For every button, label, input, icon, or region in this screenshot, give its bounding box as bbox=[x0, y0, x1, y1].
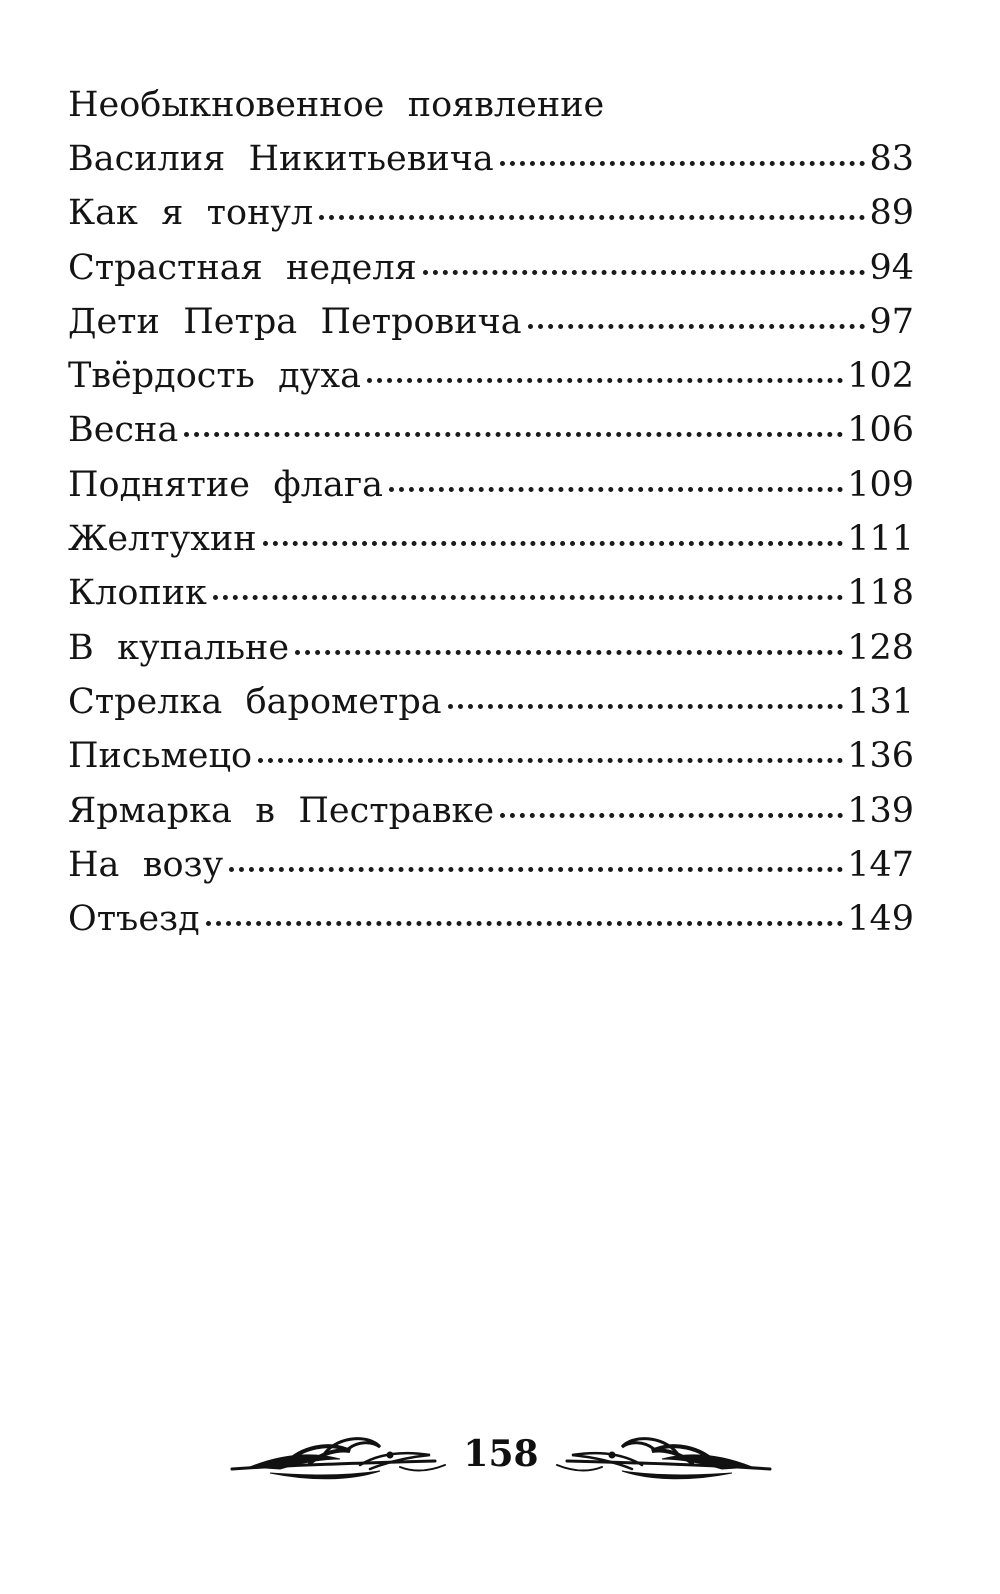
toc-entry-page: 89 bbox=[869, 193, 914, 234]
page-number: 158 bbox=[463, 1433, 539, 1475]
toc-entry[interactable] bbox=[68, 512, 914, 566]
toc-entry-line bbox=[68, 784, 914, 838]
dot-leader bbox=[528, 324, 866, 329]
toc-entry-page: 147 bbox=[847, 844, 914, 885]
toc-entry-line bbox=[68, 78, 914, 132]
toc-entry-title: Поднятие флага bbox=[68, 464, 384, 505]
toc-entry-page: 128 bbox=[847, 627, 914, 668]
toc-entry-line bbox=[68, 512, 914, 566]
toc-entry[interactable] bbox=[68, 78, 914, 186]
toc-entry-page: 131 bbox=[847, 681, 914, 722]
dot-leader bbox=[184, 432, 843, 437]
toc-entry-page: 94 bbox=[869, 247, 914, 288]
dot-leader bbox=[206, 921, 844, 926]
toc-entry[interactable] bbox=[68, 458, 914, 512]
toc-entry-title: Желтухин bbox=[68, 519, 257, 560]
toc-entry-page: 136 bbox=[847, 736, 914, 777]
toc-entry-line bbox=[68, 892, 914, 946]
toc-entry[interactable] bbox=[68, 621, 914, 675]
dot-leader bbox=[367, 378, 843, 383]
dot-leader bbox=[500, 813, 843, 818]
toc-entry-title: Твёрдость духа bbox=[68, 356, 361, 397]
toc-entry-title: Дети Петра Петровича bbox=[68, 301, 522, 342]
toc-entry-page: 118 bbox=[847, 573, 914, 614]
toc-entry-line bbox=[68, 838, 914, 892]
dot-leader bbox=[423, 270, 866, 275]
table-of-contents bbox=[68, 78, 914, 946]
toc-entry-page: 106 bbox=[847, 410, 914, 451]
toc-entry-line bbox=[68, 729, 914, 783]
dot-leader bbox=[263, 541, 844, 546]
toc-entry-page: 109 bbox=[847, 464, 914, 505]
toc-entry-title: На возу bbox=[68, 844, 224, 885]
toc-entry-title: Стрелка барометра bbox=[68, 681, 442, 722]
toc-entry-line bbox=[68, 132, 914, 186]
toc-entry[interactable] bbox=[68, 675, 914, 729]
toc-entry-line bbox=[68, 458, 914, 512]
toc-entry-line bbox=[68, 186, 914, 240]
toc-entry-page: 139 bbox=[847, 790, 914, 831]
toc-entry-title: Необыкновенное появление bbox=[68, 85, 605, 125]
dot-leader bbox=[500, 161, 866, 166]
toc-entry-line bbox=[68, 566, 914, 620]
toc-entry-title: Письмецо bbox=[68, 736, 253, 777]
toc-entry-title: Клопик bbox=[68, 573, 207, 614]
toc-entry-title: Страстная неделя bbox=[68, 247, 417, 288]
toc-entry[interactable] bbox=[68, 566, 914, 620]
toc-entry[interactable] bbox=[68, 784, 914, 838]
toc-entry[interactable] bbox=[68, 892, 914, 946]
dot-leader bbox=[213, 595, 843, 600]
toc-entry-page: 102 bbox=[847, 356, 914, 397]
dot-leader bbox=[389, 487, 843, 492]
toc-entry[interactable] bbox=[68, 186, 914, 240]
dot-leader bbox=[448, 704, 844, 709]
toc-entry-line bbox=[68, 675, 914, 729]
toc-entry-title: Как я тонул bbox=[68, 193, 314, 234]
toc-entry-line bbox=[68, 295, 914, 349]
toc-entry[interactable] bbox=[68, 241, 914, 295]
toc-entry-line bbox=[68, 403, 914, 457]
toc-entry-line bbox=[68, 349, 914, 403]
toc-entry[interactable] bbox=[68, 295, 914, 349]
toc-entry-line bbox=[68, 241, 914, 295]
dot-leader bbox=[229, 867, 843, 872]
toc-entry[interactable] bbox=[68, 349, 914, 403]
dot-leader bbox=[319, 215, 865, 220]
page-footer bbox=[230, 1425, 772, 1495]
toc-entry[interactable] bbox=[68, 729, 914, 783]
toc-entry-title: Ярмарка в Пестравке bbox=[68, 790, 495, 831]
toc-entry[interactable] bbox=[68, 838, 914, 892]
toc-entry-page: 111 bbox=[847, 519, 914, 560]
toc-entry-title: Весна bbox=[68, 410, 179, 451]
toc-entry-line bbox=[68, 621, 914, 675]
toc-entry[interactable] bbox=[68, 403, 914, 457]
toc-entry-page: 97 bbox=[869, 301, 914, 342]
toc-entry-title: Отъезд bbox=[68, 899, 200, 940]
toc-entry-title: Василия Никитьевича bbox=[68, 139, 494, 179]
dot-leader bbox=[258, 758, 843, 763]
toc-entry-page: 149 bbox=[847, 899, 914, 940]
toc-entry-title: В купальне bbox=[68, 627, 290, 668]
dot-leader bbox=[295, 650, 843, 655]
toc-entry-page: 83 bbox=[869, 139, 914, 179]
